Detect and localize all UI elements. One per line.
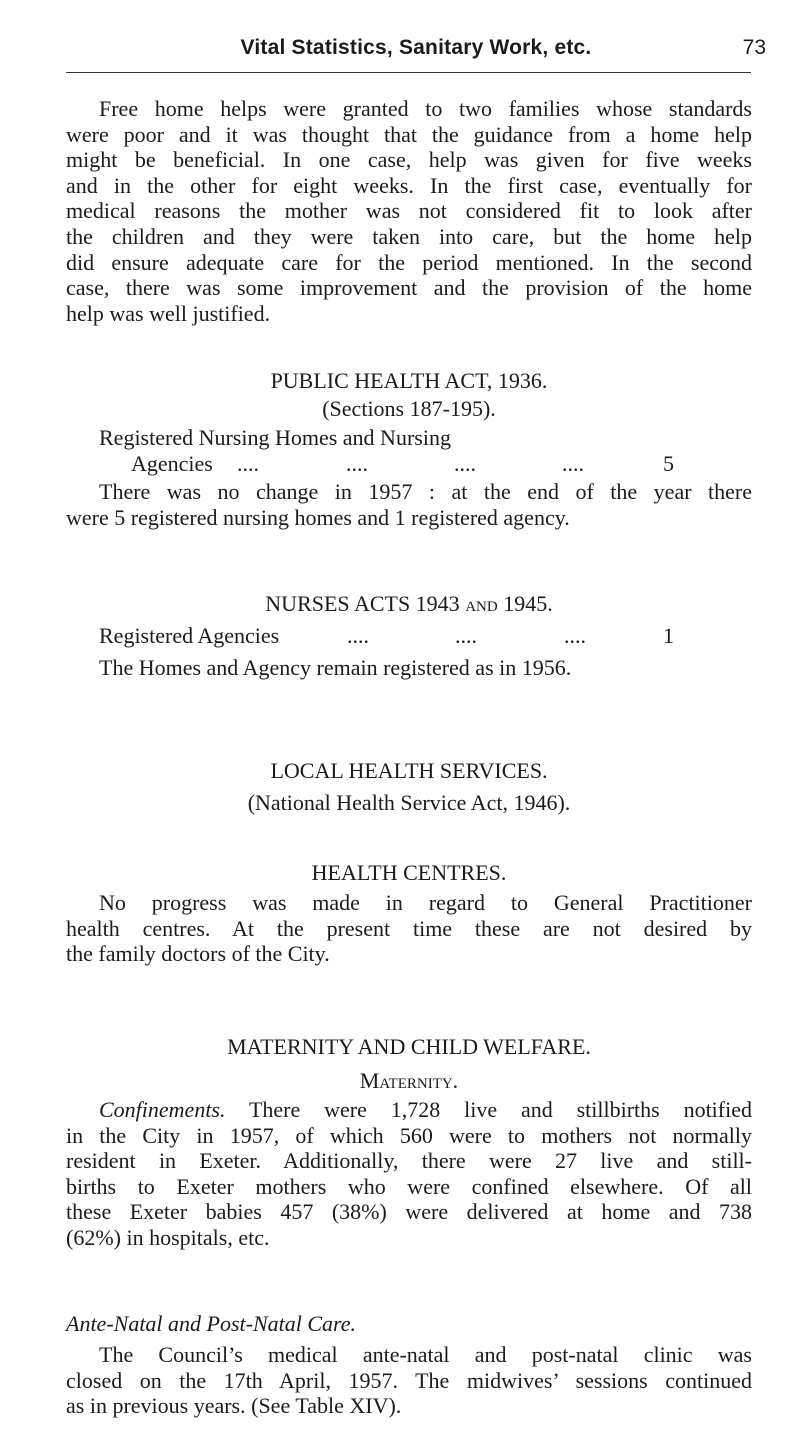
header-rule bbox=[66, 72, 751, 73]
leader-dots: .... bbox=[562, 451, 584, 476]
text-line: The Council’s medical ante-natal and post-natal clinic was bbox=[99, 1342, 752, 1367]
pha-paragraph bbox=[66, 479, 752, 530]
antenatal-heading: Ante-Natal and Post-Natal Care. bbox=[66, 1311, 357, 1336]
text-line: were poor and it was thought that the guidance from a home help bbox=[66, 121, 752, 147]
maternity-child-welfare-heading: MATERNITY AND CHILD WELFARE. bbox=[227, 1034, 591, 1059]
confinements-paragraph bbox=[66, 1097, 752, 1251]
text-line: were 5 registered nursing homes and 1 registered agency. bbox=[66, 504, 570, 530]
text-line: might be beneficial. In one case, help was given for five weeks bbox=[66, 147, 752, 173]
leader-dots: .... bbox=[237, 451, 259, 476]
local-health-services-heading: LOCAL HEALTH SERVICES. bbox=[270, 758, 548, 783]
text-line: these Exeter babies 457 (38%) were delivered at home and 738 bbox=[66, 1199, 752, 1225]
row-label: Registered Agencies bbox=[99, 623, 280, 648]
text-line: births to Exeter mothers who were confined elsewhere. Of all bbox=[66, 1173, 752, 1199]
row-value: 5 bbox=[663, 451, 674, 476]
registered-agencies-row bbox=[99, 623, 674, 649]
nursing-homes-row-label bbox=[99, 425, 674, 451]
leader-dots: .... bbox=[346, 451, 368, 476]
nhs-act-subheading: (National Health Service Act, 1946). bbox=[247, 790, 571, 815]
confinements-label: Confinements. bbox=[99, 1097, 226, 1122]
heading-part: and bbox=[465, 591, 498, 616]
text-line: the family doctors of the City. bbox=[66, 941, 330, 967]
nurses-acts-heading bbox=[66, 591, 752, 617]
text-line: did ensure adequate care for the period mentioned. In the second bbox=[66, 249, 752, 275]
text-line: There was no change in 1957 : at the end of the year there bbox=[99, 479, 752, 504]
text-line: health centres. At the present time these are not desired by bbox=[66, 915, 752, 941]
text-run: There were 1,728 live and stillbirths notified bbox=[225, 1097, 752, 1122]
heading-part: NURSES ACTS 1943 bbox=[265, 591, 466, 616]
text-line: help was well justified. bbox=[66, 300, 271, 326]
health-centres-paragraph bbox=[66, 890, 752, 967]
text-line bbox=[66, 1097, 752, 1123]
home-help-paragraph bbox=[66, 96, 752, 326]
text-line: as in previous years. (See Table XIV). bbox=[66, 1393, 402, 1419]
maternity-subheading: Maternity. bbox=[359, 1068, 459, 1093]
leader-dots: .... bbox=[455, 623, 477, 648]
sections-subheading: (Sections 187-195). bbox=[322, 396, 496, 421]
text-line: and in the other for eight weeks. In the first case, eventually for bbox=[66, 172, 752, 198]
leader-dots: .... bbox=[347, 623, 369, 648]
nursing-homes-row bbox=[131, 451, 674, 477]
text-line: (62%) in hospitals, etc. bbox=[66, 1224, 270, 1250]
text-line: in the City in 1957, of which 560 were to mothers not normally bbox=[66, 1122, 752, 1148]
antenatal-heading-block bbox=[66, 1311, 752, 1337]
text-line: The Homes and Agency remain registered as in 1956. bbox=[99, 655, 572, 680]
text-line: Free home helps were granted to two families whose standards bbox=[99, 96, 752, 121]
antenatal-paragraph bbox=[66, 1342, 752, 1419]
text-line: resident in Exeter. Additionally, there were 27 live and still- bbox=[66, 1148, 752, 1174]
leader-dots: .... bbox=[454, 451, 476, 476]
health-centres-heading: HEALTH CENTRES. bbox=[311, 860, 507, 885]
leader-dots: .... bbox=[564, 623, 586, 648]
text-line: case, there was some improvement and the provision of the home bbox=[66, 275, 752, 301]
public-health-act-heading: PUBLIC HEALTH ACT, 1936. bbox=[270, 368, 548, 393]
nurses-paragraph bbox=[66, 655, 752, 681]
text-line: closed on the 17th April, 1957. The midwives’ sessions continued bbox=[66, 1367, 752, 1393]
row-label: Registered Nursing Homes and Nursing bbox=[99, 425, 451, 450]
running-header bbox=[66, 36, 766, 70]
page-number: 73 bbox=[742, 36, 766, 59]
heading-part: 1945. bbox=[497, 591, 553, 616]
text-line: No progress was made in regard to General Practitioner bbox=[99, 890, 752, 915]
header-title: Vital Statistics, Sanitary Work, etc. bbox=[240, 36, 592, 59]
row-label: Agencies bbox=[131, 451, 213, 476]
text-line: medical reasons the mother was not considered fit to look after bbox=[66, 198, 752, 224]
text-line: the children and they were taken into care, but the home help bbox=[66, 223, 752, 249]
row-value: 1 bbox=[663, 623, 674, 648]
